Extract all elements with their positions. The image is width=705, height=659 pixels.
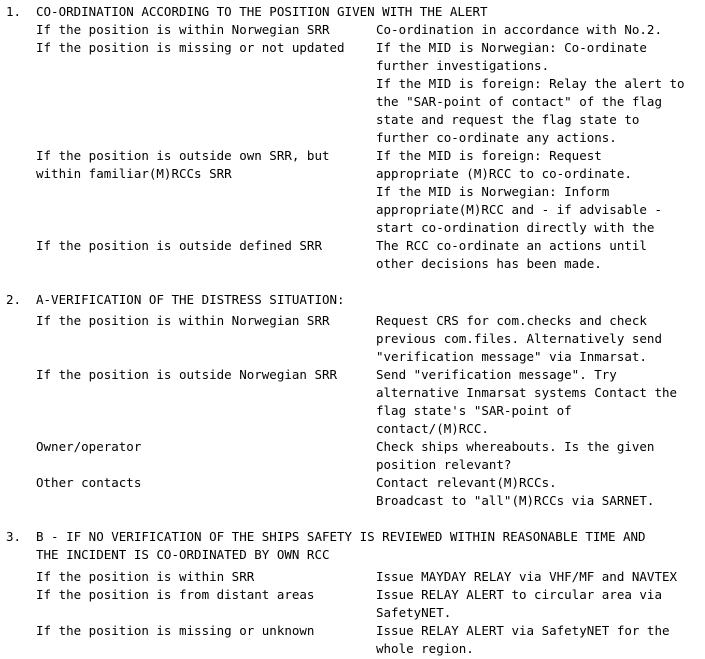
action-text: SafetyNET. xyxy=(376,605,452,620)
section-number: 1. xyxy=(6,4,22,19)
action-text: previous com.files. Alternatively send xyxy=(376,331,662,346)
section-number: 2. xyxy=(6,292,22,307)
action-text: Broadcast to "all"(M)RCCs via SARNET. xyxy=(376,493,655,508)
action-text: the "SAR-point of contact" of the flag xyxy=(376,94,662,109)
condition-text: If the position is from distant areas xyxy=(36,587,315,602)
action-text: appropriate (M)RCC to co-ordinate. xyxy=(376,166,632,181)
condition-text: Owner/operator xyxy=(36,439,142,454)
action-text: contact/(M)RCC. xyxy=(376,421,489,436)
action-text: flag state's "SAR-point of xyxy=(376,403,572,418)
condition-text: If the position is missing or unknown xyxy=(36,623,315,638)
action-text: Issue RELAY ALERT via SafetyNET for the xyxy=(376,623,670,638)
action-text: Contact relevant(M)RCCs. xyxy=(376,475,557,490)
action-text: Issue RELAY ALERT to circular area via xyxy=(376,587,662,602)
action-text: If the MID is foreign: Relay the alert to xyxy=(376,76,685,91)
action-text: alternative Inmarsat systems Contact the xyxy=(376,385,678,400)
condition-text: Other contacts xyxy=(36,475,142,490)
condition-text: If the position is outside Norwegian SRR xyxy=(36,367,338,382)
section-heading: CO-ORDINATION ACCORDING TO THE POSITION GIVEN WITH THE ALERT xyxy=(36,4,488,19)
action-text: Check ships whereabouts. Is the given xyxy=(376,439,655,454)
action-text: appropriate(M)RCC and - if advisable - xyxy=(376,202,662,217)
action-text: Send "verification message". Try xyxy=(376,367,617,382)
action-text: "verification message" via Inmarsat. xyxy=(376,349,647,364)
action-text: Issue MAYDAY RELAY via VHF/MF and NAVTEX xyxy=(376,569,678,584)
action-text: state and request the flag state to xyxy=(376,112,640,127)
action-text: other decisions has been made. xyxy=(376,256,602,271)
action-text: If the MID is Norwegian: Inform xyxy=(376,184,610,199)
condition-text: If the position is within Norwegian SRR xyxy=(36,22,330,37)
section-heading: B - IF NO VERIFICATION OF THE SHIPS SAFETY IS REVIEWED WITHIN REASONABLE TIME AND xyxy=(36,529,646,544)
section-number: 3. xyxy=(6,529,22,544)
action-text: If the MID is foreign: Request xyxy=(376,148,602,163)
section-heading: THE INCIDENT IS CO-ORDINATED BY OWN RCC xyxy=(36,547,330,562)
condition-text: If the position is missing or not updated xyxy=(36,40,345,55)
condition-text: within familiar(M)RCCs SRR xyxy=(36,166,232,181)
condition-text: If the position is outside own SRR, but xyxy=(36,148,330,163)
condition-text: If the position is within Norwegian SRR xyxy=(36,313,330,328)
action-text: Request CRS for com.checks and check xyxy=(376,313,647,328)
action-text: If the MID is Norwegian: Co-ordinate xyxy=(376,40,647,55)
condition-text: If the position is within SRR xyxy=(36,569,255,584)
action-text: The RCC co-ordinate an actions until xyxy=(376,238,647,253)
action-text: position relevant? xyxy=(376,457,512,472)
action-text: start co-ordination directly with the xyxy=(376,220,655,235)
condition-text: If the position is outside defined SRR xyxy=(36,238,322,253)
action-text: further co-ordinate any actions. xyxy=(376,130,617,145)
action-text: further investigations. xyxy=(376,58,550,73)
action-text: Co-ordination in accordance with No.2. xyxy=(376,22,662,37)
section-heading: A-VERIFICATION OF THE DISTRESS SITUATION: xyxy=(36,292,345,307)
action-text: whole region. xyxy=(376,641,474,656)
